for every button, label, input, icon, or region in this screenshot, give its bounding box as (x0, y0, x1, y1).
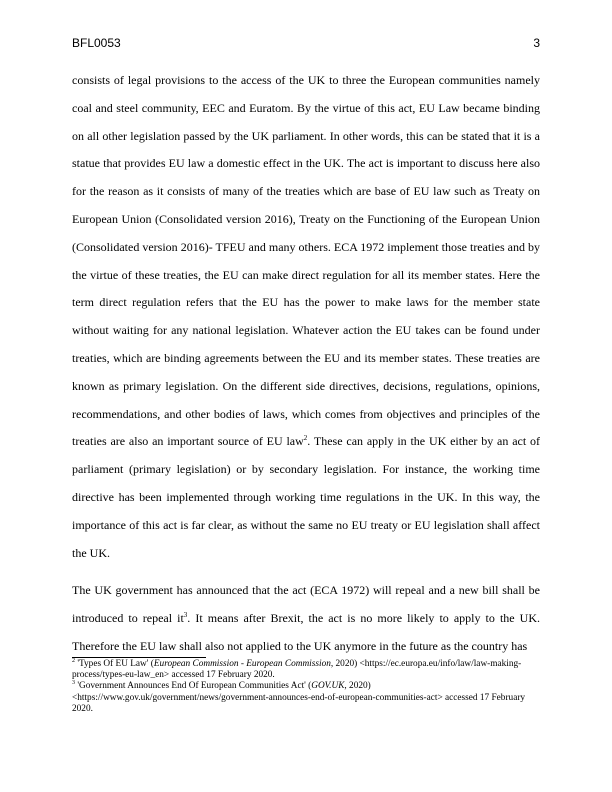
body-text (72, 67, 540, 661)
footnote (72, 659, 540, 681)
footnote-number: 3 (72, 680, 75, 687)
footnotes (72, 659, 540, 715)
paragraph-text: . These can apply in the UK either by an act of parliament (primary legislation) or by secondary legislation. For instance, the working time directive has been implemented through working time regulations in the UK. In this way, the importance of this act is far clear, as without the same no EU treaty or EU legislation shall affect the UK. (72, 434, 540, 560)
footnote-title: 'Government Announces End Of European Communities Act' ( (75, 681, 312, 692)
footnote-number: 2 (72, 657, 75, 664)
footnote-source: European Commission - European Commission (153, 659, 331, 669)
footnote (72, 681, 540, 715)
document-code: BFL0053 (72, 36, 121, 50)
paragraph-text: . It means after Brexit, the act is no more likely to apply to the UK. Therefore the EU law shall also not applied to the UK anymore in the future as the country has (72, 611, 540, 653)
footnote-text: , 2020) <https://ec.europa.eu/info/law/law-making-process/types-eu-law_en> accessed 17 February 2020. (72, 659, 522, 681)
paragraph-text: consists of legal provisions to the access of the UK to three the European communities namely coal and steel community, EEC and Euratom. By the virtue of this act, EU Law became binding on all other legislation passed by the UK parliament. In other words, this can be stated that it is a statue that provides EU law a domestic effect in the UK. The act is important to discuss here also for the reason as it consists of many of the treaties which are base of EU law such as Treaty on European Union (Consolidated version 2016), Treaty on the Functioning of the European Union (Consolidated version 2016)- TFEU and many others. ECA 1972 implement those treaties and by the virtue of these treaties, the EU can make direct regulation for all its member states. Here the term direct regulation refers that the EU has the power to make laws for the member state without waiting for any national legislation. Whatever action the EU takes can be found under treaties, which are binding agreements between the EU and its member states. These treaties are known as primary legislation. On the different side directives, decisions, regulations, opinions, recommendations, and other bodies of laws, which comes from objectives and principles of the treaties are also an important source of EU law (72, 73, 540, 449)
footnote-separator (72, 657, 206, 658)
footnote-text: , 2020) <https://www.gov.uk/government/news/government-announces-end-of-european-communities-act> accessed 17 February 2020. (72, 681, 526, 714)
page-header (72, 36, 540, 52)
paragraph (72, 577, 540, 660)
footnote-reference[interactable]: 3 (183, 611, 188, 620)
footnote-source: GOV.UK (311, 681, 345, 692)
paragraph (72, 67, 540, 567)
page-number: 3 (533, 36, 540, 50)
footnote-reference[interactable]: 2 (303, 434, 308, 443)
paragraph-text: The UK government has announced that the act (ECA 1972) will repeal and a new bill shall be introduced to repeal it (72, 583, 540, 626)
footnote-title: 'Types Of EU Law' ( (75, 659, 154, 669)
